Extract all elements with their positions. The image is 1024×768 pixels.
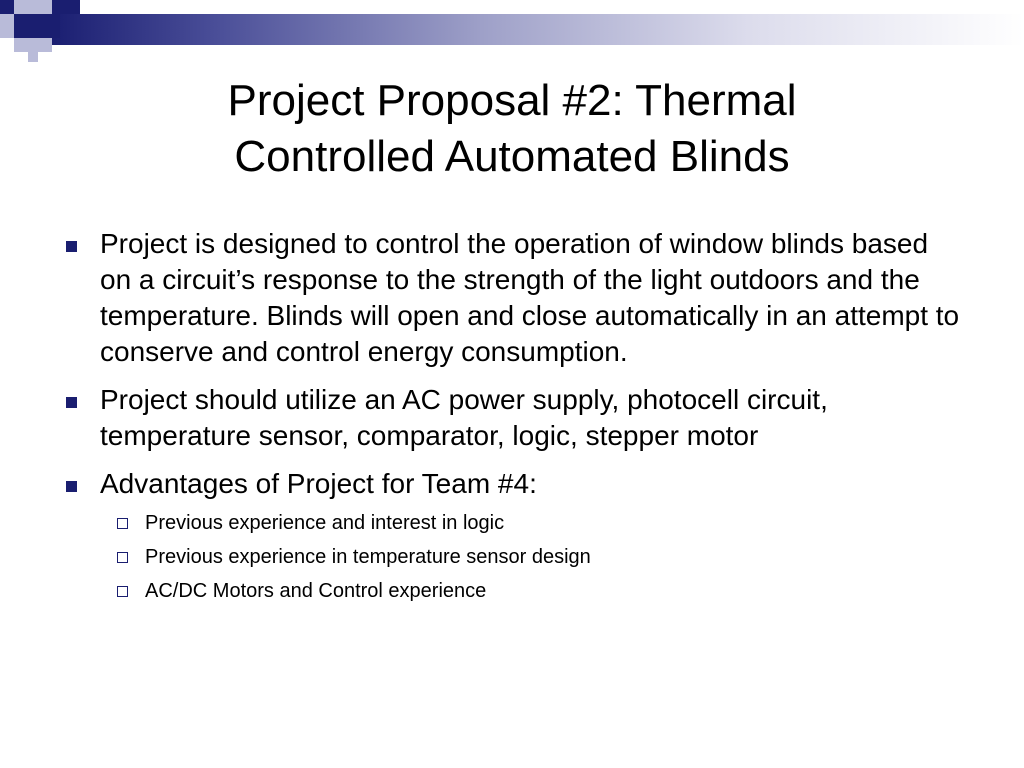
hollow-square-bullet-icon xyxy=(117,586,128,597)
header-square-decoration xyxy=(28,38,38,62)
bullet-item xyxy=(60,466,960,502)
header-square-decoration xyxy=(14,0,38,14)
header-square-decoration xyxy=(0,0,14,14)
slide-body xyxy=(60,226,960,608)
hollow-square-bullet-icon xyxy=(117,518,128,529)
slide-title xyxy=(100,73,924,185)
slide-title-line-1: Project Proposal #2: Thermal xyxy=(227,76,797,125)
header-square-decoration xyxy=(38,38,52,52)
header-gradient-bar xyxy=(38,14,1024,45)
square-bullet-icon xyxy=(66,397,77,408)
bullet-item xyxy=(60,382,960,454)
bullet-text: Project should utilize an AC power supply, photocell circuit, temperature sensor, comparator, logic, stepper motor xyxy=(100,384,828,451)
sub-bullet-list xyxy=(60,506,960,608)
header-square-decoration xyxy=(0,14,14,38)
slide-title-line-2: Controlled Automated Blinds xyxy=(234,132,790,181)
bullet-text: Project is designed to control the operation of window blinds based on a circuit’s response to the strength of the light outdoors and the temperature. Blinds will open and close automatically in an attempt to conserve and control energy consumption. xyxy=(100,228,960,367)
sub-bullet-item xyxy=(105,574,960,608)
bullet-item xyxy=(60,226,960,370)
sub-bullet-text: AC/DC Motors and Control experience xyxy=(145,580,487,602)
header-square-decoration xyxy=(52,0,80,14)
sub-bullet-item xyxy=(105,540,960,574)
header-square-decoration xyxy=(38,14,60,38)
sub-bullet-text: Previous experience and interest in logic xyxy=(145,512,505,534)
square-bullet-icon xyxy=(66,481,77,492)
square-bullet-icon xyxy=(66,241,77,252)
bullet-text: Advantages of Project for Team #4: xyxy=(100,468,537,499)
header-square-decoration xyxy=(14,38,28,52)
sub-bullet-item xyxy=(105,506,960,540)
header-square-decoration xyxy=(14,14,38,38)
sub-bullet-text: Previous experience in temperature sensor design xyxy=(145,546,591,568)
hollow-square-bullet-icon xyxy=(117,552,128,563)
